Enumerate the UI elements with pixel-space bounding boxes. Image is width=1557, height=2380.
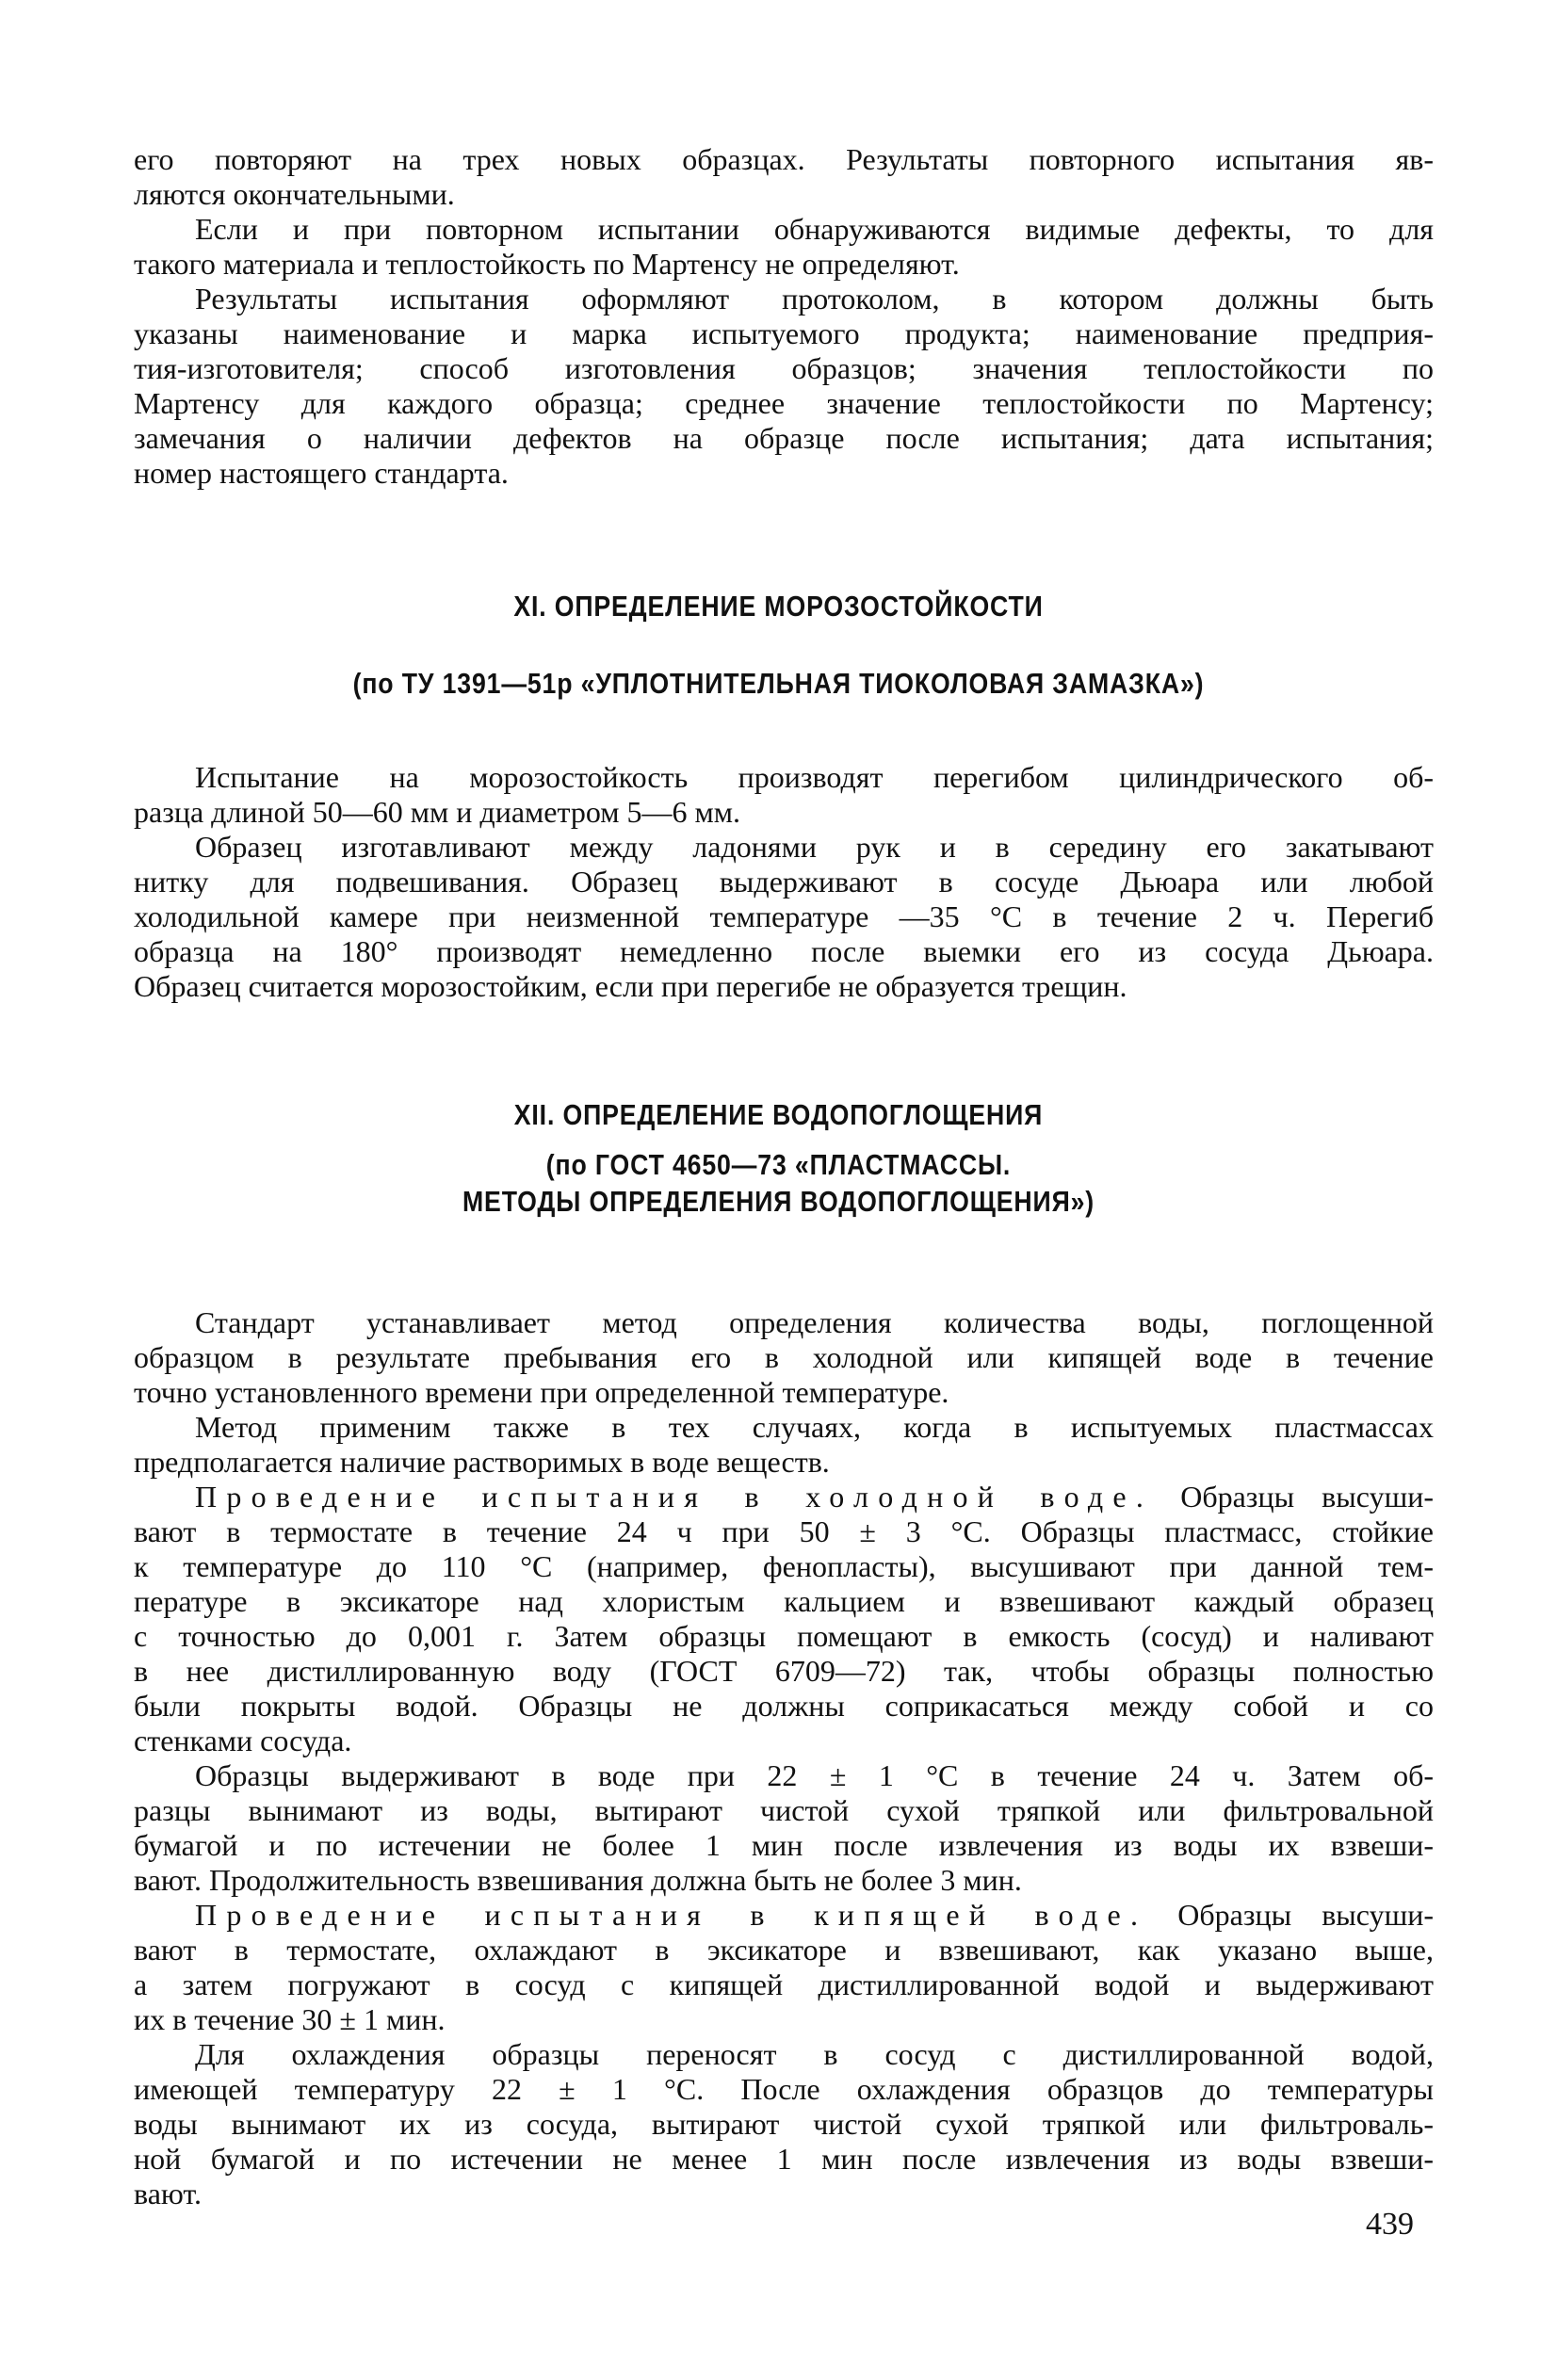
text-line: бумагой и по истечении не более 1 мин после извлечения из воды их взвеши- [134,1828,1434,1862]
section-xi-subtitle: (по ТУ 1391—51р «УПЛОТНИТЕЛЬНАЯ ТИОКОЛОВАЯ ЗАМАЗКА») [352,667,1205,700]
text-line: Образец изготавливают между ладонями рук и в середину его закатывают [195,830,1434,864]
line-text: Образцы высуши- [1153,1480,1434,1514]
text-line: с точностью до 0,001 г. Затем образцы помещают в емкость (сосуд) и наливают [134,1619,1434,1653]
text-line: вают в термостате в течение 24 ч при 50 ± 3 °С. Образцы пластмасс, стойкие [134,1514,1434,1548]
section-xii-title: XII. ОПРЕДЕЛЕНИЕ ВОДОПОГЛОЩЕНИЯ [513,1098,1044,1131]
text-line: номер настоящего стандарта. [134,456,509,490]
text-line: Образцы выдерживают в воде при 22 ± 1 °С в течение 24 ч. Затем об- [195,1758,1434,1792]
text-line: образцом в результате пребывания его в холодной или кипящей воде в течение [134,1340,1434,1374]
text-line: пературе в эксикаторе над хлористым кальцием и взвешивают каждый образец [134,1584,1434,1618]
text-line: образца на 180° производят немедленно после выемки его из сосуда Дьюара. [134,934,1434,968]
spaced-subheading: Проведение испытания в холодной воде. [195,1480,1154,1514]
text-line: а затем погружают в сосуд с кипящей дистиллированной водой и выдерживают [134,1967,1434,2001]
section-xi-title: XI. ОПРЕДЕЛЕНИЕ МОРОЗОСТОЙКОСТИ [513,590,1044,623]
text-line: Испытание на морозостойкость производят перегибом цилиндрического об- [195,760,1434,794]
text-line: воды вынимают их из сосуда, вытирают чистой сухой тряпкой или фильтроваль- [134,2107,1434,2141]
text-line: вают в термостате, охлаждают в эксикаторе и взвешивают, как указано выше, [134,1933,1434,1967]
text-line: стенками сосуда. [134,1724,352,1757]
text-line: холодильной камере при неизменной температуре —35 °С в течение 2 ч. Перегиб [134,899,1434,933]
text-line: разцы вынимают из воды, вытирают чистой сухой тряпкой или фильтровальной [134,1793,1434,1827]
text-line: Образец считается морозостойким, если при перегибе не образуется трещин. [134,969,1127,1003]
spaced-subheading: Проведение испытания в кипящей воде. [195,1898,1148,1932]
line-text: Образцы высуши- [1147,1898,1435,1932]
text-line: точно установленного времени при определенной температуре. [134,1375,949,1409]
section-xii-subtitle-line-2: МЕТОДЫ ОПРЕДЕЛЕНИЯ ВОДОПОГЛОЩЕНИЯ») [462,1185,1095,1218]
text-line: имеющей температуру 22 ± 1 °С. После охлаждения образцов до температуры [134,2072,1434,2106]
text-line: ляются окончательными. [134,177,455,211]
text-line: нитку для подвешивания. Образец выдерживают в сосуде Дьюара или любой [134,865,1434,899]
text-line [134,1480,1434,1514]
text-line: указаны наименование и марка испытуемого продукта; наименование предприя- [134,316,1434,350]
water-absorption-text [134,1305,1434,2211]
text-line: к температуре до 110 °С (например, фенопласты), высушивают при данной тем- [134,1549,1434,1583]
page-number: 439 [1366,2207,1414,2242]
text-line: вают. Продолжительность взвешивания должна быть не более 3 мин. [134,1863,1022,1897]
text-line: Стандарт устанавливает метод определения количества воды, поглощенной [195,1305,1434,1339]
section-xii-subtitle-line-1: (по ГОСТ 4650—73 «ПЛАСТМАССЫ. [545,1148,1012,1181]
text-line: Если и при повторном испытании обнаруживаются видимые дефекты, то для [195,212,1434,246]
text-line: тия-изготовителя; способ изготовления образцов; значения теплостойкости по [134,351,1434,385]
text-line: были покрыты водой. Образцы не должны соприкасаться между собой и со [134,1689,1434,1723]
text-line [134,1898,1434,1933]
text-line: ной бумагой и по истечении не менее 1 мин после извлечения из воды взвеши- [134,2142,1434,2176]
text-line: замечания о наличии дефектов на образце после испытания; дата испытания; [134,421,1434,455]
text-line: Для охлаждения образцы переносят в сосуд с дистиллированной водой, [195,2037,1434,2071]
text-line: Мартенсу для каждого образца; среднее значение теплостойкости по Мартенсу; [134,386,1434,420]
frost-resistance-text [134,760,1434,1004]
intro-text [134,142,1434,491]
text-line: предполагается наличие растворимых в воде веществ. [134,1445,830,1479]
text-line: такого материала и теплостойкость по Мартенсу не определяют. [134,247,960,281]
text-line: их в течение 30 ± 1 мин. [134,2002,446,2036]
text-line: его повторяют на трех новых образцах. Результаты повторного испытания яв- [134,142,1434,176]
text-line: разца длиной 50—60 мм и диаметром 5—6 мм. [134,795,740,829]
text-line: в нее дистиллированную воду (ГОСТ 6709—72) так, чтобы образцы полностью [134,1654,1434,1688]
text-line: вают. [134,2177,202,2210]
text-line: Метод применим также в тех случаях, когда в испытуемых пластмассах [195,1410,1434,1444]
text-line: Результаты испытания оформляют протоколом, в котором должны быть [195,282,1434,316]
